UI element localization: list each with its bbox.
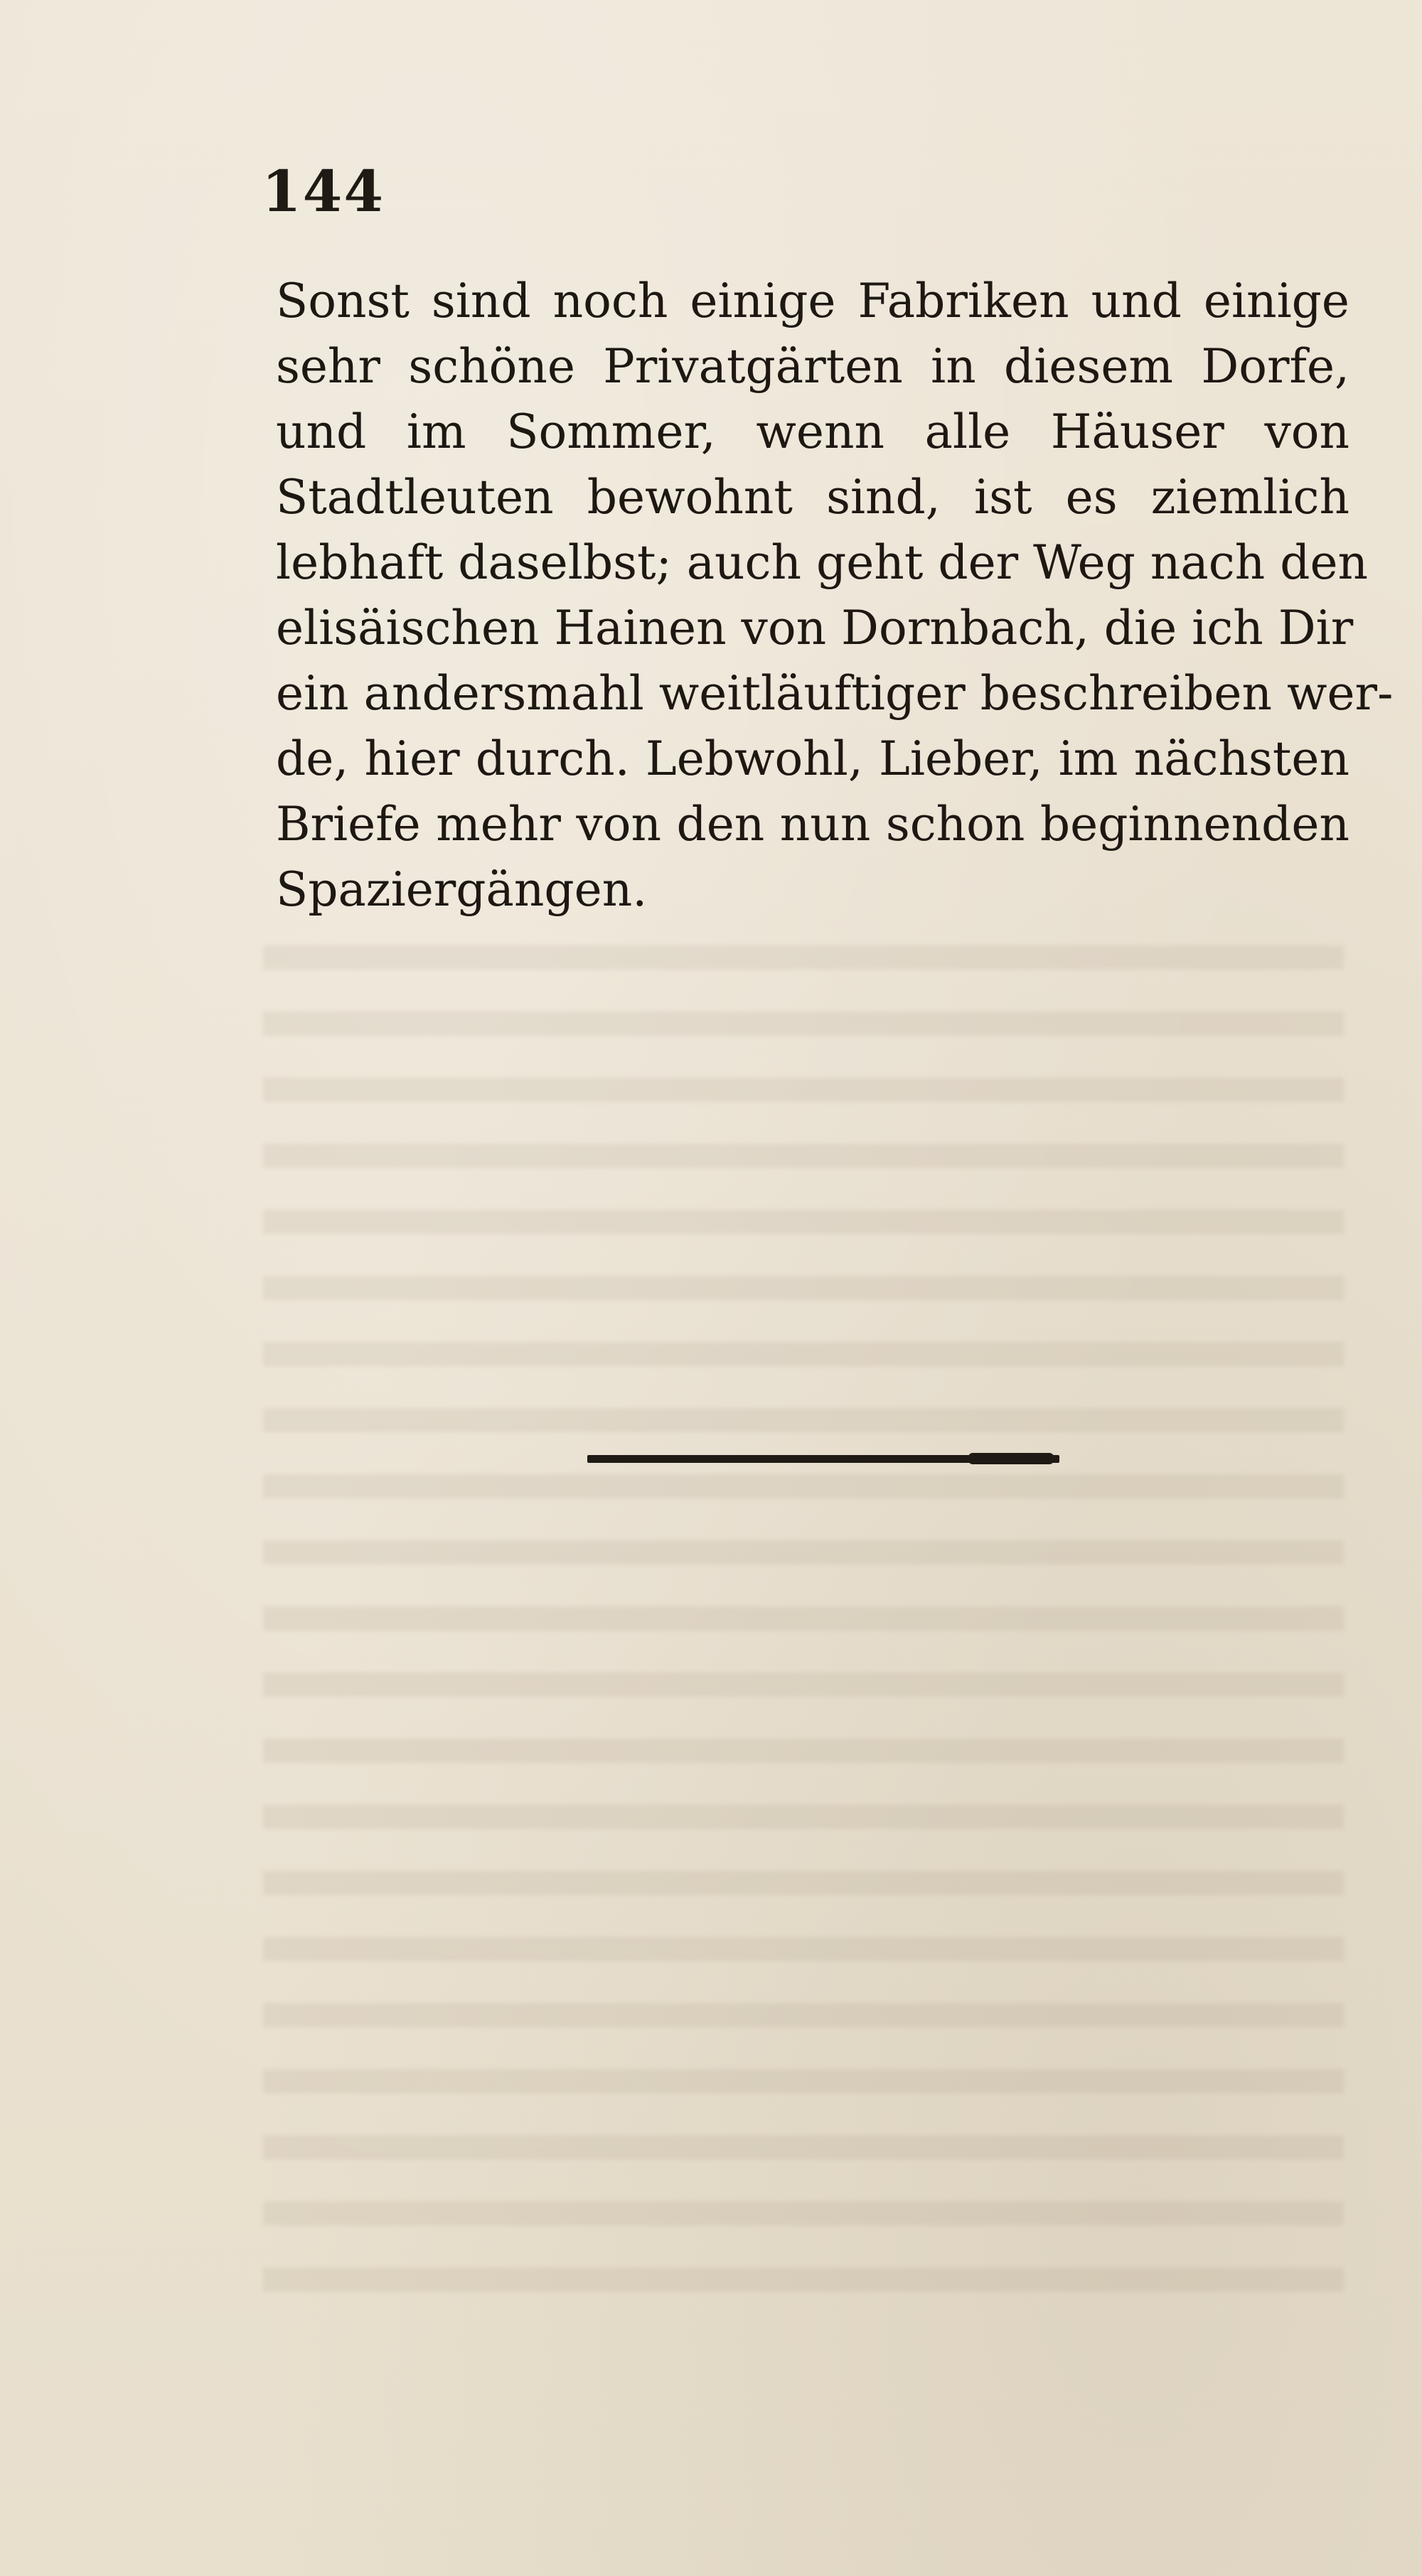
text-line: de, hier durch. Lebwohl, Lieber, im nächsten [276, 731, 1349, 786]
text-line: lebhaft daselbst; auch geht der Weg nach den [276, 535, 1369, 590]
text-line: Stadtleuten bewohnt sind, ist es ziemlich [276, 470, 1349, 525]
text-line: Spaziergängen. [276, 862, 648, 917]
page-number: 144 [262, 158, 385, 225]
bleed-through-text [263, 917, 1344, 2331]
text-line: ein andersmahl weitläuftiger beschreiben wer- [276, 666, 1394, 721]
text-line: Sonst sind noch einige Fabriken und einige [276, 274, 1349, 328]
text-line: elisäischen Hainen von Dornbach, die ich Dir [276, 601, 1354, 655]
text-line: und im Sommer, wenn alle Häuser von [276, 404, 1349, 459]
text-line: Briefe mehr von den nun schon beginnenden [276, 797, 1349, 852]
body-text [276, 269, 1394, 923]
text-line: sehr schöne Privatgärten in diesem Dorfe, [276, 339, 1349, 394]
section-divider-rule [587, 1455, 1059, 1463]
